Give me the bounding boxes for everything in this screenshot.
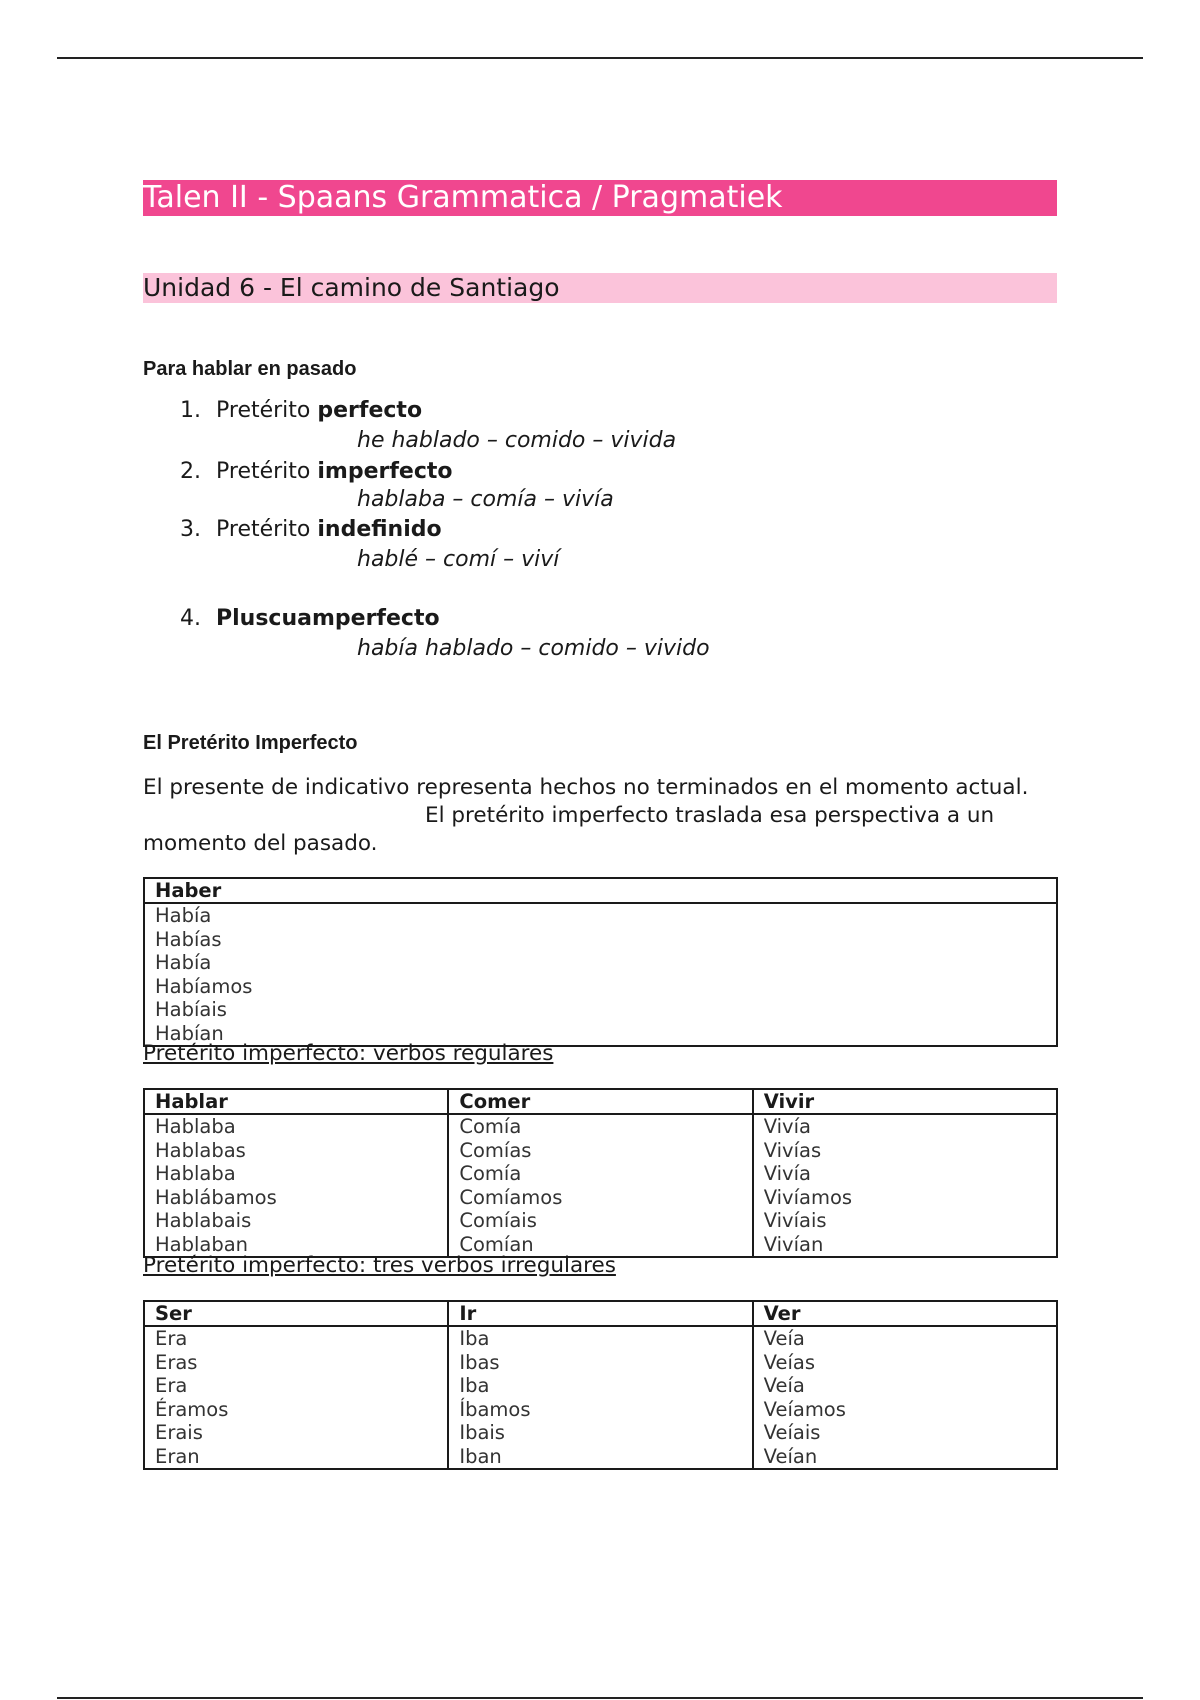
table-row: Había [144,903,1057,928]
table-row: Hablabas Comías Vivías [144,1139,1057,1163]
table-row: Era Iba Veía [144,1326,1057,1351]
table-row: Había [144,951,1057,975]
regular-verbs-table [143,1088,1058,1258]
unit-title: Unidad 6 - El camino de Santiago [143,273,1057,303]
description-line: El pretérito imperfecto traslada esa perspectiva a un [425,803,995,828]
section-heading-imperfecto: El Pretérito Imperfecto [143,732,358,754]
table-row: Eras Ibas Veías [144,1351,1057,1375]
column-header: Ver [753,1301,1057,1326]
list-item: 1. Pretérito perfecto [180,398,423,423]
top-rule [57,57,1143,59]
table-row: Era Iba Veía [144,1374,1057,1398]
list-item: 3. Pretérito indefinido [180,517,442,542]
document-title: Talen II - Spaans Grammatica / Pragmatiek [143,180,1057,216]
table-row: Habían [144,1022,1057,1047]
example-forms: hablé – comí – viví [357,547,560,572]
column-header: Vivir [753,1089,1057,1114]
table-row: Hablaban Comían Vivían [144,1233,1057,1258]
table-row: Eran Iban Veían [144,1445,1057,1470]
imperfecto-description [143,774,1063,858]
column-header: Ir [448,1301,752,1326]
table-row: Habíamos [144,975,1057,999]
example-forms: había hablado – comido – vivido [357,636,710,661]
table-row: Habías [144,928,1057,952]
table-row: Habíais [144,998,1057,1022]
table-row: Hablábamos Comíamos Vivíamos [144,1186,1057,1210]
section-heading-past: Para hablar en pasado [143,358,357,380]
regular-verbs-caption: Pretérito imperfecto: verbos regulares [143,1041,554,1066]
haber-table [143,877,1058,1047]
irregular-verbs-table [143,1300,1058,1470]
table-row: Hablaba Comía Vivía [144,1162,1057,1186]
list-item: 2. Pretérito imperfecto [180,459,453,484]
description-line: El presente de indicativo representa hechos no terminados en el momento actual. [143,775,1029,800]
table-row: Hablabais Comíais Vivíais [144,1209,1057,1233]
column-header: Hablar [144,1089,448,1114]
column-header: Ser [144,1301,448,1326]
table-row: Hablaba Comía Vivía [144,1114,1057,1139]
irregular-verbs-caption: Pretérito imperfecto: tres verbos irregulares [143,1253,616,1278]
table-row: Éramos Íbamos Veíamos [144,1398,1057,1422]
description-line: momento del pasado. [143,831,378,856]
example-forms: he hablado – comido – vivida [357,428,677,453]
column-header: Comer [448,1089,752,1114]
table-row: Erais Ibais Veíais [144,1421,1057,1445]
list-item: 4. Pluscuamperfecto [180,606,440,631]
column-header: Haber [144,878,1057,903]
bottom-rule [57,1697,1143,1699]
example-forms: hablaba – comía – vivía [357,487,614,512]
